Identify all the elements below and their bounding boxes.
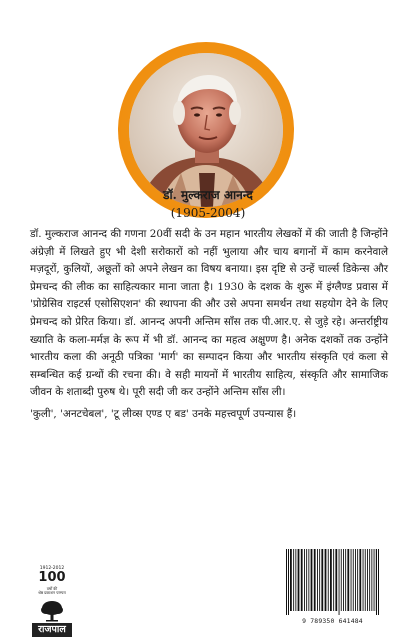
biography-novels-line: 'कुली', 'अनटचेबल', 'टू लीव्स एण्ड ए बड' उनके महत्त्वपूर्ण उपन्यास हैं। — [30, 407, 297, 420]
author-portrait — [129, 53, 283, 207]
biography-paragraph: डॉ. मुल्कराज आनन्द की गणना 20वीं सदी के उन महान भारतीय लेखकों में की जाती है जिन्होंने अंग्रेज़ी में लिखते हुए भी देशी सरोकारों को नहीं भुलाया और चाय बगानों में काम करनेवाले मज़दूरों, कुलियों, अछूतों को अपने लेखन का विषय बनाया। इस दृष्टि से उन्हें चार्ल्स डिकेन्स और प्रेमचन्द की लीक का साहित्यकार माना जाता है। 1930 के दशक के शुरू में इंग्लैण्ड प्रवास में 'प्रोग्रेसिव राइटर्स एसोसिएशन' की स्थापना की और उसे अपना समर्थन तथा सहयोग देने के लिए प्रेमचन्द को प्रेरित किया। डॉ. आनन्द अपनी अन्तिम साँस तक पी.आर.ए. से जुड़े रहे। अन्तर्राष्ट्रीय ख्याति के कला-मर्मज्ञ के रूप में भी डॉ. आनन्द का महत्व अक्षुण्ण है। अनेक दशकों तक उन्होंने भारतीय कला की अनूठी पत्रिका 'मार्ग' का सम्पादन किया और भारतीय संस्कृति एवं कला से सम्बन्धित कई ग्रन्थों की रचना की। वे सही मायनों में भारतीय साहित्य, संस्कृति और सामाजिक जीवन के शताब्दी पुरुष थे। पूरी सदी जी कर उन्होंने अन्तिम साँस ली। — [30, 228, 388, 399]
tree-icon — [40, 600, 64, 622]
publisher-tagline-line-1: वर्षों की — [46, 586, 58, 591]
publisher-name: राजपाल — [32, 623, 72, 637]
publisher-tagline — [32, 587, 72, 596]
barcode-digits: 9 789350 641484 — [302, 617, 363, 625]
publisher-years: 1912-2012 — [39, 566, 65, 571]
publisher-anniversary: 100 — [38, 570, 66, 585]
author-biography — [30, 226, 388, 424]
author-name: डॉ. मुल्कराज आनन्द — [163, 188, 253, 202]
author-years: (1905-2004) — [170, 206, 246, 220]
publisher-logo — [32, 566, 72, 638]
barcode-bars — [282, 547, 383, 615]
publisher-tagline-line-2: श्रेष्ठ प्रकाशन परम्परा — [38, 590, 66, 596]
isbn-barcode — [282, 547, 383, 627]
